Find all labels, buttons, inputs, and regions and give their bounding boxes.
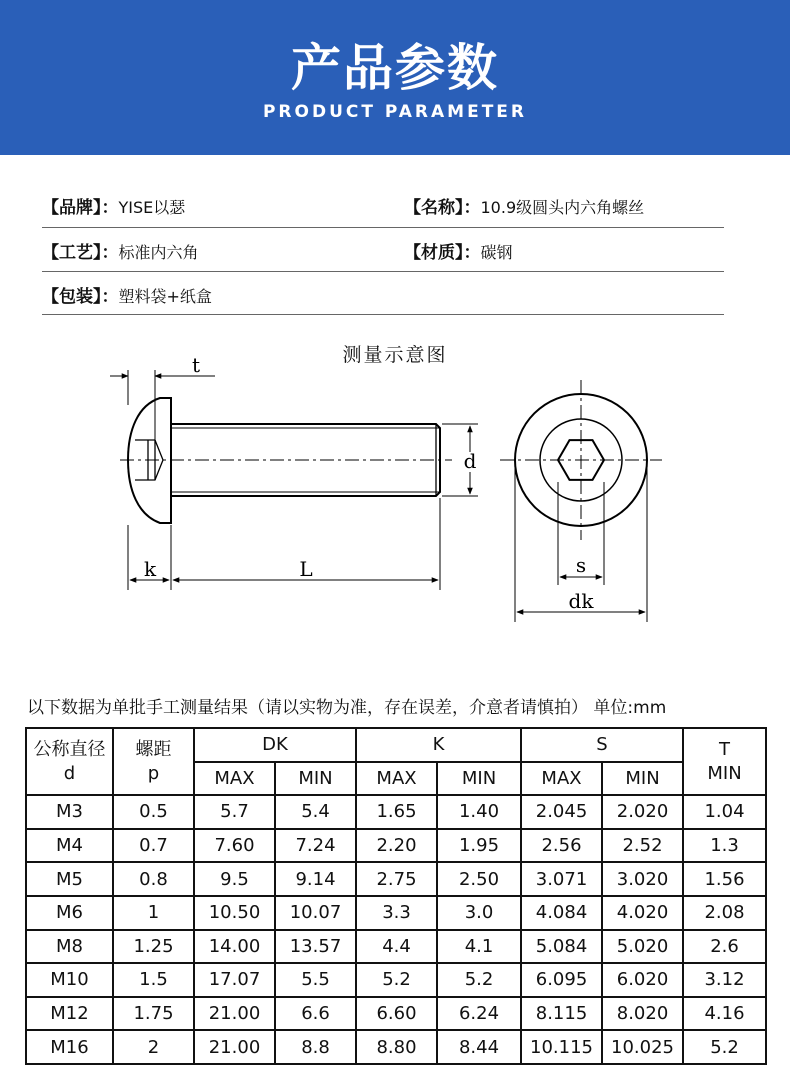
table-cell: 7.60 [194,829,275,863]
table-cell: 4.020 [602,896,683,930]
table-cell: 17.07 [194,963,275,997]
table-cell: 4.16 [683,997,766,1031]
table-cell: 5.020 [602,930,683,964]
table-cell: 2.045 [521,795,602,829]
table-cell: 10.07 [275,896,356,930]
table-row [26,930,766,964]
table-cell: 8.115 [521,997,602,1031]
table-cell: 1.25 [113,930,194,964]
name-value: 10.9级圆头内六角螺丝 [480,198,645,217]
header-t-min: MIN [707,762,742,784]
label-s: s [575,553,587,577]
table-cell: 21.00 [194,1030,275,1064]
table-cell: 2.08 [683,896,766,930]
table-cell: 1.75 [113,997,194,1031]
label-d: d [463,449,477,473]
table-cell: 2.6 [683,930,766,964]
label-t: t [191,353,201,377]
header-diameter-label: 公称直径 [33,738,106,760]
table-cell: 6.6 [275,997,356,1031]
header-pitch-symbol: p [147,762,160,784]
header-dk-min: MIN [275,762,356,796]
table-cell: 9.5 [194,862,275,896]
table-cell: 8.80 [356,1030,437,1064]
header-pitch-label: 螺距 [135,738,172,760]
table-cell: 1 [113,896,194,930]
table-cell: 10.50 [194,896,275,930]
table-cell: 1.40 [437,795,521,829]
table-cell: 2.52 [602,829,683,863]
pack-value: 塑料袋+纸盒 [118,287,212,306]
brand-key: 【品牌】： [42,198,119,218]
table-row [26,862,766,896]
table-cell: 2.020 [602,795,683,829]
table-cell: M3 [26,795,113,829]
measurement-note: 以下数据为单批手工测量结果（请以实物为准，存在误差，介意者请慎拍） 单位:mm [27,698,667,718]
table-cell: 10.115 [521,1030,602,1064]
screw-end-view [500,380,662,540]
table-cell: 5.4 [275,795,356,829]
table-cell: 5.5 [275,963,356,997]
table-cell: 0.8 [113,862,194,896]
table-cell: M12 [26,997,113,1031]
table-cell: 1.5 [113,963,194,997]
material-key: 【材质】： [404,243,481,263]
table-header-row [26,728,766,762]
table-cell: 0.7 [113,829,194,863]
table-cell: 5.084 [521,930,602,964]
table-cell: 0.5 [113,795,194,829]
table-cell: M4 [26,829,113,863]
brand-value: YISE以瑟 [118,198,186,217]
header-dk-max: MAX [194,762,275,796]
table-cell: 13.57 [275,930,356,964]
table-cell: 7.24 [275,829,356,863]
name-key: 【名称】： [404,198,481,218]
table-cell: 6.095 [521,963,602,997]
header-s-min: MIN [602,762,683,796]
table-cell: 4.4 [356,930,437,964]
table-cell: M6 [26,896,113,930]
header-k-max: MAX [356,762,437,796]
header-t-label: T [719,738,731,760]
table-cell: 1.3 [683,829,766,863]
table-cell: 3.3 [356,896,437,930]
label-L: L [299,557,313,581]
table-cell: 2.20 [356,829,437,863]
table-cell: 6.24 [437,997,521,1031]
table-cell: 4.084 [521,896,602,930]
table-cell: 1.56 [683,862,766,896]
table-row [26,795,766,829]
table-cell: 8.020 [602,997,683,1031]
table-cell: 6.020 [602,963,683,997]
table-cell: 3.071 [521,862,602,896]
header-k: K [356,728,521,762]
header-diameter [26,728,113,795]
header-pitch [113,728,194,795]
table-cell: 1.95 [437,829,521,863]
table-cell: 3.020 [602,862,683,896]
table-cell: 1.65 [356,795,437,829]
header-t [683,728,766,795]
header-s: S [521,728,683,762]
diagram-title: 测量示意图 [342,344,448,366]
page-title: 产品参数 [291,39,499,97]
dim-t [110,370,215,440]
table-row [26,997,766,1031]
table-cell: 2.56 [521,829,602,863]
craft-value: 标准内六角 [118,243,199,262]
craft-key: 【工艺】： [42,243,119,263]
label-k: k [143,557,157,581]
table-cell: 2.50 [437,862,521,896]
header-dk: DK [194,728,356,762]
table-cell: 3.0 [437,896,521,930]
page-subtitle: PRODUCT PARAMETER [262,102,528,122]
table-cell: 21.00 [194,997,275,1031]
table-row [26,963,766,997]
table-cell: 2 [113,1030,194,1064]
pack-key: 【包装】： [42,287,119,307]
table-cell: M8 [26,930,113,964]
table-row [26,896,766,930]
table-cell: 5.2 [683,1030,766,1064]
table-cell: 9.14 [275,862,356,896]
table-cell: 6.60 [356,997,437,1031]
table-cell: 4.1 [437,930,521,964]
table-row [26,829,766,863]
table-cell: 1.04 [683,795,766,829]
label-dk: dk [568,589,594,613]
table-cell: M10 [26,963,113,997]
table-cell: 5.7 [194,795,275,829]
header-k-min: MIN [437,762,521,796]
table-cell: M16 [26,1030,113,1064]
table-cell: M5 [26,862,113,896]
material-value: 碳钢 [480,243,513,262]
spec-table [25,727,767,1065]
table-cell: 5.2 [356,963,437,997]
table-row [26,1030,766,1064]
table-cell: 10.025 [602,1030,683,1064]
table-cell: 5.2 [437,963,521,997]
table-cell: 3.12 [683,963,766,997]
table-cell: 14.00 [194,930,275,964]
table-cell: 2.75 [356,862,437,896]
header-s-max: MAX [521,762,602,796]
table-cell: 8.8 [275,1030,356,1064]
table-cell: 8.44 [437,1030,521,1064]
header-diameter-symbol: d [63,762,76,784]
